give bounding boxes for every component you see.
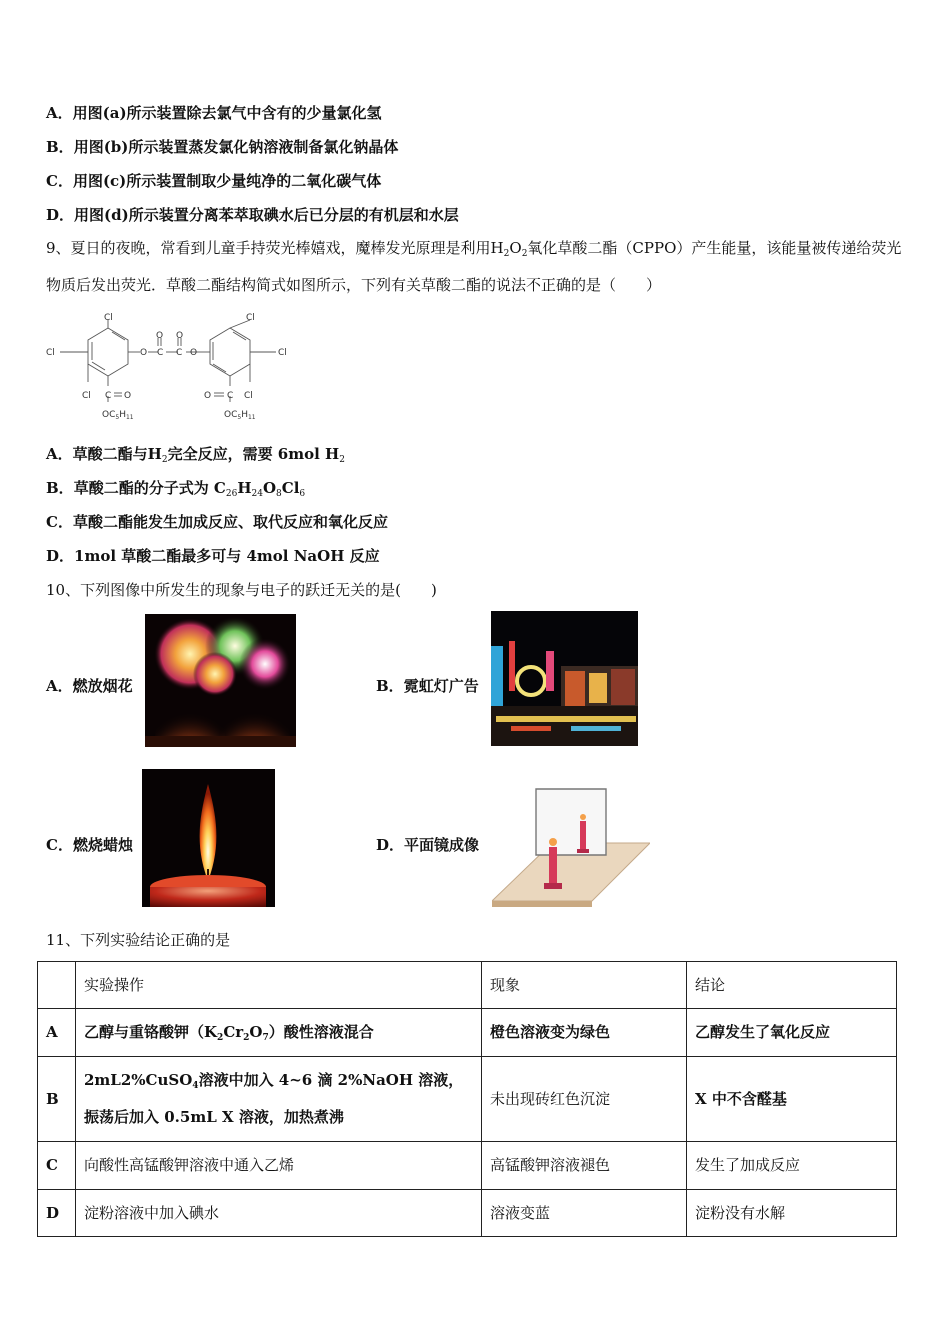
svg-text:O: O [140, 348, 148, 358]
q8-option-c: C．用图(c)所示装置制取少量纯净的二氧化碳气体 [46, 172, 382, 190]
table-header-cell: 结论 [687, 962, 897, 1009]
table-header-cell [38, 962, 76, 1009]
row-key: C [38, 1142, 76, 1190]
candle-image [142, 769, 275, 907]
fireworks-image [145, 614, 296, 747]
q8-option-b: B．用图(b)所示装置蒸发氯化钠溶液制备氯化钠晶体 [46, 138, 399, 156]
q9-stem: 9、夏日的夜晚，常看到儿童手持荧光棒嬉戏，魔棒发光原理是利用$H_2O_2$氧化草酸二酯（CPPO）产生能量，该能量被传递给荧光物质后发出荧光．草酸二酯结构简式如图所示，下列有关草酸二酯的说法不正确的是（ ） [46, 239, 902, 294]
conclusion-cell: 发生了加成反应 [687, 1142, 897, 1190]
row-key: B [38, 1057, 76, 1142]
svg-text:Cl: Cl [46, 348, 55, 358]
experiment-table [37, 961, 897, 1237]
q8-option-d: D．用图(d)所示装置分离苯萃取碘水后已分层的有机层和水层 [46, 206, 459, 224]
cppo-structure-diagram [40, 310, 300, 428]
table-row [38, 1057, 897, 1142]
table-header-cell: 实验操作 [76, 962, 482, 1009]
table-header-row [38, 962, 897, 1009]
table-row [38, 1190, 897, 1237]
conclusion-cell: 乙醇发生了氧化反应 [687, 1009, 897, 1057]
row-key: A [38, 1009, 76, 1057]
q9-option-c: C．草酸二酯能发生加成反应、取代反应和氧化反应 [46, 513, 388, 531]
q11-stem: 11、下列实验结论正确的是 [46, 931, 231, 949]
svg-text:Cl: Cl [278, 348, 287, 358]
svg-text:O: O [176, 331, 184, 341]
svg-text:Cl: Cl [246, 313, 255, 323]
table-header-cell: 现象 [482, 962, 687, 1009]
svg-text:Cl: Cl [244, 391, 253, 401]
svg-text:C: C [157, 348, 164, 358]
phenomenon-cell: 未出现砖红色沉淀 [482, 1057, 687, 1142]
svg-text:OC5H11: $OC_5H_{11}$ [102, 410, 134, 421]
svg-text:C: C [227, 391, 234, 401]
svg-text:O: O [124, 391, 132, 401]
svg-text:C: C [105, 391, 112, 401]
mirror-image [492, 783, 650, 909]
operation-cell: 淀粉溶液中加入碘水 [76, 1190, 482, 1237]
neon-sign-image [491, 611, 638, 746]
q10-option-c: C．燃烧蜡烛 [46, 836, 133, 854]
q10-stem: 10、下列图像中所发生的现象与电子的跃迁无关的是( ) [46, 581, 437, 599]
phenomenon-cell: 溶液变蓝 [482, 1190, 687, 1237]
conclusion-cell: X 中不含醛基 [687, 1057, 897, 1142]
svg-text:Cl: Cl [104, 313, 113, 323]
svg-text:Cl: Cl [82, 391, 91, 401]
operation-cell: 乙醇与重铬酸钾$(K_2Cr_2O_7)$酸性溶液混合 [76, 1009, 482, 1057]
q10-option-a: A．燃放烟花 [46, 677, 133, 695]
svg-text:C: C [176, 348, 183, 358]
q8-option-a: A．用图(a)所示装置除去氯气中含有的少量氯化氢 [46, 104, 382, 122]
phenomenon-cell: 橙色溶液变为绿色 [482, 1009, 687, 1057]
operation-cell: 向酸性高锰酸钾溶液中通入乙烯 [76, 1142, 482, 1190]
svg-text:O: O [204, 391, 212, 401]
phenomenon-cell: 高锰酸钾溶液褪色 [482, 1142, 687, 1190]
table-row [38, 1009, 897, 1057]
q9-option-d: D．1mol 草酸二酯最多可与 4mol NaOH 反应 [46, 547, 380, 565]
svg-text:O: O [156, 331, 164, 341]
row-key: D [38, 1190, 76, 1237]
q10-option-d: D．平面镜成像 [376, 836, 480, 854]
operation-cell: 2mL2%CuSO$_4$溶液中加入 4~6 滴 2%NaOH 溶液，振荡后加入 0.5mL X 溶液，加热煮沸 [76, 1057, 482, 1142]
q9-option-a: A．草酸二酯与$H_2$完全反应，需要 6mol $H_2$ [46, 445, 345, 465]
svg-text:OC5H11: $OC_5H_{11}$ [224, 410, 256, 421]
q10-option-b: B．霓虹灯广告 [376, 677, 479, 695]
svg-text:O: O [190, 348, 198, 358]
table-row [38, 1142, 897, 1190]
conclusion-cell: 淀粉没有水解 [687, 1190, 897, 1237]
q9-option-b: B．草酸二酯的分子式为 $C_{26}H_{24}O_8Cl_6$ [46, 479, 306, 499]
